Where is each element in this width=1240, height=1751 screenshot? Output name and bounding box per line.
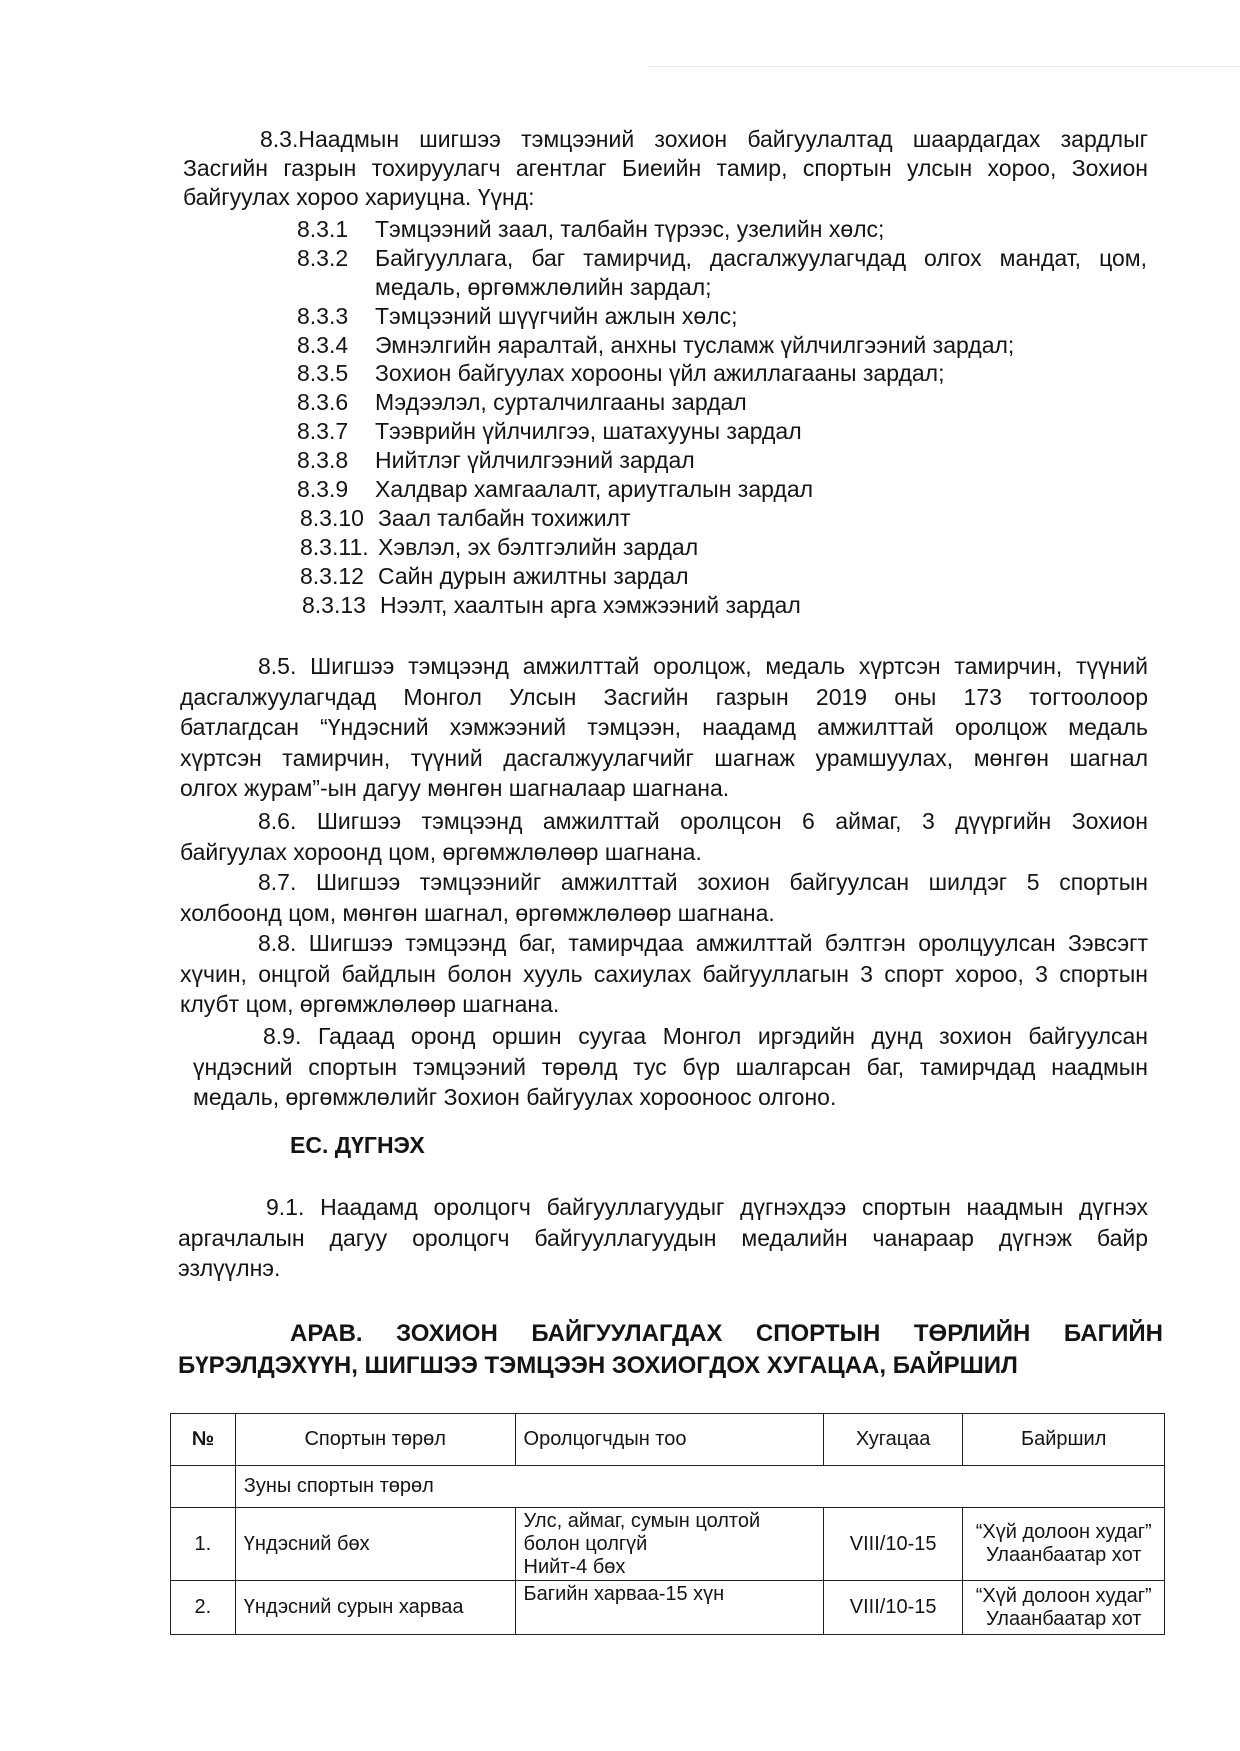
text-line: 9.1. Наадамд оролцогч байгууллагуудыг дүгнэхдээ спортын наадмын дүгнэх	[266, 1194, 1148, 1220]
participants-cell	[515, 1581, 823, 1635]
list-item	[297, 562, 1157, 591]
list-item	[297, 591, 1157, 620]
participants-line: болон цолгүй	[523, 1532, 648, 1555]
list-text: Байгууллага, баг тамирчид, дасгалжуулагчдад олгох мандат, цом,	[375, 244, 1147, 271]
text-line: хүртсэн тамирчин, түүний дасгалжуулагчийг шагнаж урамшуулах, мөнгөн шагнал	[180, 744, 1148, 771]
time-cell: VIII/10-15	[823, 1508, 963, 1581]
list-item	[297, 446, 1157, 475]
list-number: 8.3.6	[297, 389, 349, 416]
group-label: Зуны спортын төрөл	[235, 1466, 1164, 1508]
list-text: Зохион байгуулах хорооны үйл ажиллагааны зардал;	[375, 360, 945, 387]
expense-list	[297, 215, 1157, 619]
sport-cell: Үндэсний бөх	[235, 1508, 515, 1581]
list-text: Сайн дурын ажилтны зардал	[378, 562, 689, 589]
place-line: “Хүй долоон худаг”	[975, 1521, 1152, 1543]
list-number: 8.3.10	[300, 504, 364, 531]
text-line: Засгийн газрын тохируулагч агентлаг Биеийн тамир, спортын улсын хороо, Зохион	[183, 155, 1148, 181]
list-item	[297, 388, 1157, 417]
place-line: “Хүй долоон худаг”	[975, 1584, 1152, 1607]
list-text: Тэмцээний заал, талбайн түрээс, узелийн хөлс;	[375, 216, 885, 242]
table-row	[171, 1581, 1165, 1635]
list-text: Тээврийн үйлчилгээ, шатахууны зардал	[375, 418, 802, 445]
column-header: Байршил	[963, 1414, 1165, 1466]
column-header: №	[171, 1414, 236, 1466]
paragraph-8-8	[180, 928, 1148, 1020]
list-number: 8.3.5	[297, 360, 349, 387]
sport-cell: Үндэсний сурын харваа	[235, 1581, 515, 1635]
text-line: эзлүүлнэ.	[178, 1255, 281, 1281]
text-line: батлагдсан “Үндэсний хэмжээний тэмцээн, наадамд амжилттай оролцож медаль	[180, 714, 1148, 740]
list-item	[297, 417, 1157, 446]
list-item	[297, 504, 1157, 533]
list-number: 8.3.2	[297, 244, 349, 271]
text-line: байгуулах хороонд цом, өргөмжлөлөөр шагнана.	[180, 838, 702, 865]
text-line: 8.8. Шигшээ тэмцээнд баг, тамирчдаа амжилттай бэлтгэн оролцуулсан Зэвсэгт	[258, 930, 1148, 956]
text-line: 8.5. Шигшээ тэмцээнд амжилттай оролцож, медаль хүртсэн тамирчин, түүний	[258, 653, 1148, 679]
text-line: холбоонд цом, мөнгөн шагнал, өргөмжлөлөөр шагнана.	[180, 899, 775, 926]
participants-line: Багийн харваа-15 хүн	[523, 1583, 725, 1605]
list-number: 8.3.4	[297, 331, 349, 358]
list-number: 8.3.1	[297, 216, 349, 242]
text-line: дасгалжуулагчдад Монгол Улсын Засгийн газрын 2019 оны 173 тогтоолоор	[180, 683, 1148, 710]
list-text: Тэмцээний шүүгчийн ажлын хөлс;	[375, 302, 738, 329]
list-text: Мэдээлэл, сурталчилгааны зардал	[375, 389, 747, 416]
list-number: 8.3.8	[297, 447, 349, 474]
list-number: 8.3.13	[302, 591, 366, 618]
text-line: медаль, өргөмжлөлийг Зохион байгуулах хорооноос олгоно.	[193, 1084, 837, 1110]
place-cell	[963, 1581, 1165, 1635]
list-text: Эмнэлгийн яаралтай, анхны тусламж үйлчилгээний зардал;	[375, 331, 1015, 358]
list-number: 8.3.11.	[300, 533, 369, 560]
paragraph-9-1	[178, 1192, 1148, 1284]
paragraph-8-9	[193, 1021, 1148, 1113]
paragraph-8-7	[180, 867, 1148, 928]
schedule-table	[170, 1413, 1165, 1635]
paragraph-8-5	[180, 651, 1148, 804]
list-text: Нээлт, хаалтын арга хэмжээний зардал	[380, 591, 801, 618]
place-cell	[963, 1508, 1165, 1581]
table-row	[171, 1508, 1165, 1581]
text-line: 8.9. Гадаад оронд оршин суугаа Монгол иргэдийн дунд зохион байгуулсан	[263, 1023, 1148, 1049]
text-line: 8.6. Шигшээ тэмцээнд амжилттай оролцсон 6 аймаг, 3 дүүргийн Зохион	[258, 808, 1148, 834]
heading-line: БҮРЭЛДЭХҮҮН, ШИГШЭЭ ТЭМЦЭЭН ЗОХИОГДОХ ХУГАЦАА, БАЙРШИЛ	[178, 1352, 1018, 1379]
text-line: үндэсний спортын тэмцээний төрөлд тус бүр шалгарсан баг, тамирчдад наадмын	[193, 1053, 1148, 1080]
participants-line: Нийт-4 бөх	[523, 1555, 626, 1578]
column-header: Оролцогчдын тоо	[515, 1414, 823, 1466]
list-item	[297, 244, 1157, 273]
list-number: 8.3.7	[297, 418, 349, 445]
row-number: 1.	[171, 1508, 236, 1581]
paragraph-8-3	[183, 125, 1148, 212]
table-group-row	[171, 1466, 1165, 1508]
text-line: клубт цом, өргөмжлөлөөр шагнана.	[180, 991, 560, 1017]
list-item	[297, 215, 1157, 244]
list-number: 8.3.3	[297, 302, 349, 329]
text-line: аргачлалын дагуу оролцогч байгууллагуудын медалийн чанараар дүгнэж байр	[178, 1224, 1148, 1251]
participants-line: Улс, аймаг, сумын цолтой	[523, 1509, 761, 1532]
column-header: Хугацаа	[823, 1414, 963, 1466]
list-item	[297, 359, 1157, 388]
paragraph-8-6	[180, 806, 1148, 867]
section-9-heading: ЕС. ДҮГНЭХ	[290, 1132, 425, 1158]
text-line: байгуулах хороо хариуцна. Үүнд:	[183, 184, 535, 210]
list-item	[297, 302, 1157, 331]
participants-cell	[515, 1508, 823, 1581]
list-item	[297, 475, 1157, 504]
list-text: Нийтлэг үйлчилгээний зардал	[375, 447, 695, 474]
time-cell: VIII/10-15	[823, 1581, 963, 1635]
heading-line: АРАВ. ЗОХИОН БАЙГУУЛАГДАХ СПОРТЫН ТӨРЛИЙН БАГИЙН	[290, 1320, 1163, 1347]
section-10-heading	[178, 1318, 1163, 1382]
scan-edge-line	[648, 66, 1240, 67]
empty-cell	[171, 1466, 236, 1508]
text-line: 8.7. Шигшээ тэмцээнийг амжилттай зохион байгуулсан шилдэг 5 спортын	[258, 869, 1148, 895]
list-number: 8.3.9	[297, 476, 349, 503]
text-line: олгох журам”-ын дагуу мөнгөн шагналаар шагнана.	[180, 775, 730, 801]
list-text: Халдвар хамгаалалт, ариутгалын зардал	[375, 476, 814, 503]
place-line: Улаанбаатар хот	[985, 1607, 1142, 1630]
list-item	[297, 533, 1157, 562]
list-continuation: медаль, өргөмжлөлийн зардал;	[375, 273, 712, 300]
row-number: 2.	[171, 1581, 236, 1635]
column-header: Спортын төрөл	[235, 1414, 515, 1466]
table-header-row	[171, 1414, 1165, 1466]
list-number: 8.3.12	[300, 562, 364, 589]
list-text: Хэвлэл, эх бэлтгэлийн зардал	[378, 533, 699, 560]
place-line: Улаанбаатар хот	[985, 1544, 1142, 1566]
list-text: Заал талбайн тохижилт	[378, 504, 631, 531]
text-line: 8.3.Наадмын шигшээ тэмцээний зохион байгуулалтад шаардагдах зардлыг	[260, 126, 1148, 152]
list-item	[297, 331, 1157, 360]
text-line: хүчин, онцгой байдлын болон хууль сахиулах байгууллагын 3 спорт хороо, 3 спортын	[180, 960, 1148, 987]
